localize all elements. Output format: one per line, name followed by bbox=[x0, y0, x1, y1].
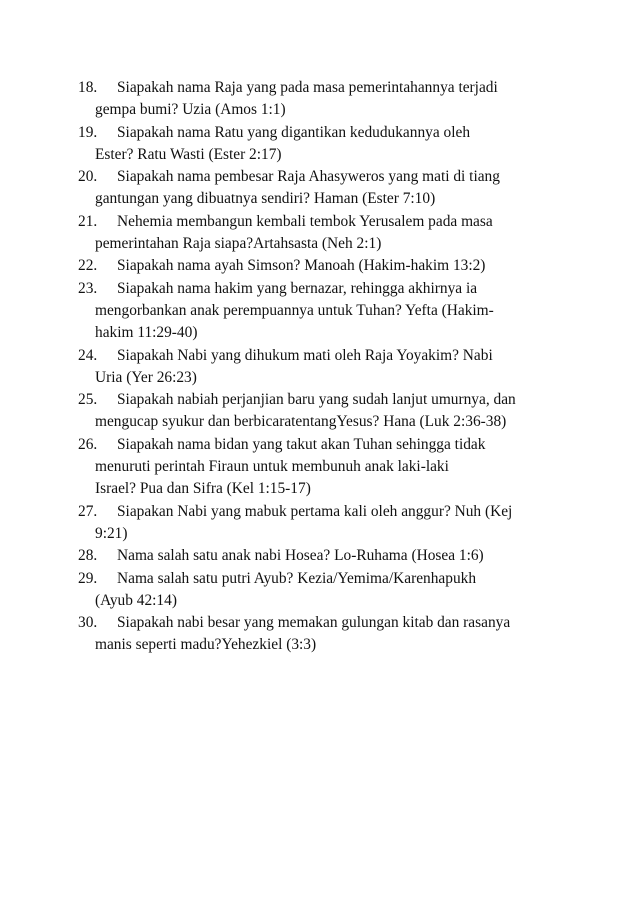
list-item-first-line bbox=[78, 345, 568, 367]
item-number: 26. bbox=[78, 435, 98, 453]
item-text-line: Siapakah nama ayah Simson? Manoah (Hakim-hakim 13:2) bbox=[117, 257, 486, 275]
list-item bbox=[78, 434, 568, 501]
list-item-first-line bbox=[78, 568, 568, 590]
item-text-line: hakim 11:29-40) bbox=[95, 324, 198, 342]
list-item-first-line bbox=[78, 612, 568, 634]
item-number: 19. bbox=[78, 123, 98, 141]
item-text-line: mengucap syukur dan berbicaratentangYesus? Hana (Luk 2:36-38) bbox=[95, 413, 507, 431]
list-item-first-line bbox=[78, 122, 568, 144]
list-item-first-line bbox=[78, 166, 568, 188]
list-item-first-line bbox=[78, 545, 568, 567]
list-item bbox=[78, 211, 568, 256]
item-number: 23. bbox=[78, 279, 98, 297]
item-text-line: manis seperti madu?Yehezkiel (3:3) bbox=[95, 636, 317, 654]
list-item-first-line bbox=[78, 389, 568, 411]
item-number: 21. bbox=[78, 212, 98, 230]
item-text-line: Israel? Pua dan Sifra (Kel 1:15-17) bbox=[95, 480, 311, 498]
item-number: 29. bbox=[78, 569, 98, 587]
item-text-line: Siapakan Nabi yang mabuk pertama kali oleh anggur? Nuh (Kej bbox=[117, 502, 513, 520]
list-item bbox=[78, 166, 568, 211]
item-text-line: Siapakah nama pembesar Raja Ahasyweros yang mati di tiang bbox=[117, 168, 500, 186]
item-number: 24. bbox=[78, 346, 98, 364]
item-text-line: (Ayub 42:14) bbox=[95, 591, 177, 609]
item-number: 25. bbox=[78, 391, 98, 409]
item-text-line: 9:21) bbox=[95, 524, 128, 542]
list-item bbox=[78, 545, 568, 567]
list-item-first-line bbox=[78, 255, 568, 277]
list-item-first-line bbox=[78, 211, 568, 233]
item-number: 22. bbox=[78, 257, 98, 275]
list-item bbox=[78, 389, 568, 434]
item-number: 27. bbox=[78, 502, 98, 520]
item-text-line: Siapakah nama Ratu yang digantikan kedudukannya oleh bbox=[117, 123, 471, 141]
item-number: 20. bbox=[78, 168, 98, 186]
item-text-line: gempa bumi? Uzia (Amos 1:1) bbox=[95, 101, 286, 119]
list-item bbox=[78, 345, 568, 390]
item-text-line: Siapakah nama hakim yang bernazar, rehingga akhirnya ia bbox=[117, 279, 478, 297]
list-item bbox=[78, 255, 568, 277]
list-item bbox=[78, 278, 568, 345]
item-text-line: Uria (Yer 26:23) bbox=[95, 368, 197, 386]
list-item-first-line bbox=[78, 278, 568, 300]
list-item-first-line bbox=[78, 501, 568, 523]
item-text-line: Nama salah satu putri Ayub? Kezia/Yemima/Karenhapukh bbox=[117, 569, 477, 587]
item-number: 30. bbox=[78, 614, 98, 632]
item-text-line: Nehemia membangun kembali tembok Yerusalem pada masa bbox=[117, 212, 493, 230]
item-text-line: Siapakah Nabi yang dihukum mati oleh Raja Yoyakim? Nabi bbox=[117, 346, 493, 364]
item-text-line: gantungan yang dibuatnya sendiri? Haman (Ester 7:10) bbox=[95, 190, 436, 208]
list-item bbox=[78, 612, 568, 657]
item-text-line: mengorbankan anak perempuannya untuk Tuhan? Yefta (Hakim- bbox=[95, 301, 494, 319]
item-text-line: Siapakah nabi besar yang memakan gulungan kitab dan rasanya bbox=[117, 614, 511, 632]
item-text-line: Siapakah nabiah perjanjian baru yang sudah lanjut umurnya, dan bbox=[117, 391, 516, 409]
item-text-line: menuruti perintah Firaun untuk membunuh anak laki-laki bbox=[95, 458, 449, 476]
list-item bbox=[78, 77, 568, 122]
list-item bbox=[78, 568, 568, 613]
question-list bbox=[78, 77, 568, 657]
item-text-line: Siapakah nama bidan yang takut akan Tuhan sehingga tidak bbox=[117, 435, 486, 453]
list-item-first-line bbox=[78, 434, 568, 456]
item-text-line: Nama salah satu anak nabi Hosea? Lo-Ruhama (Hosea 1:6) bbox=[117, 547, 484, 565]
item-number: 28. bbox=[78, 547, 98, 565]
item-text-line: pemerintahan Raja siapa?Artahsasta (Neh 2:1) bbox=[95, 235, 382, 253]
item-text-line: Siapakah nama Raja yang pada masa pemerintahannya terjadi bbox=[117, 79, 498, 96]
item-number: 18. bbox=[78, 79, 98, 96]
list-item bbox=[78, 501, 568, 546]
list-item bbox=[78, 122, 568, 167]
list-item-first-line bbox=[78, 77, 568, 99]
item-text-line: Ester? Ratu Wasti (Ester 2:17) bbox=[95, 145, 282, 163]
